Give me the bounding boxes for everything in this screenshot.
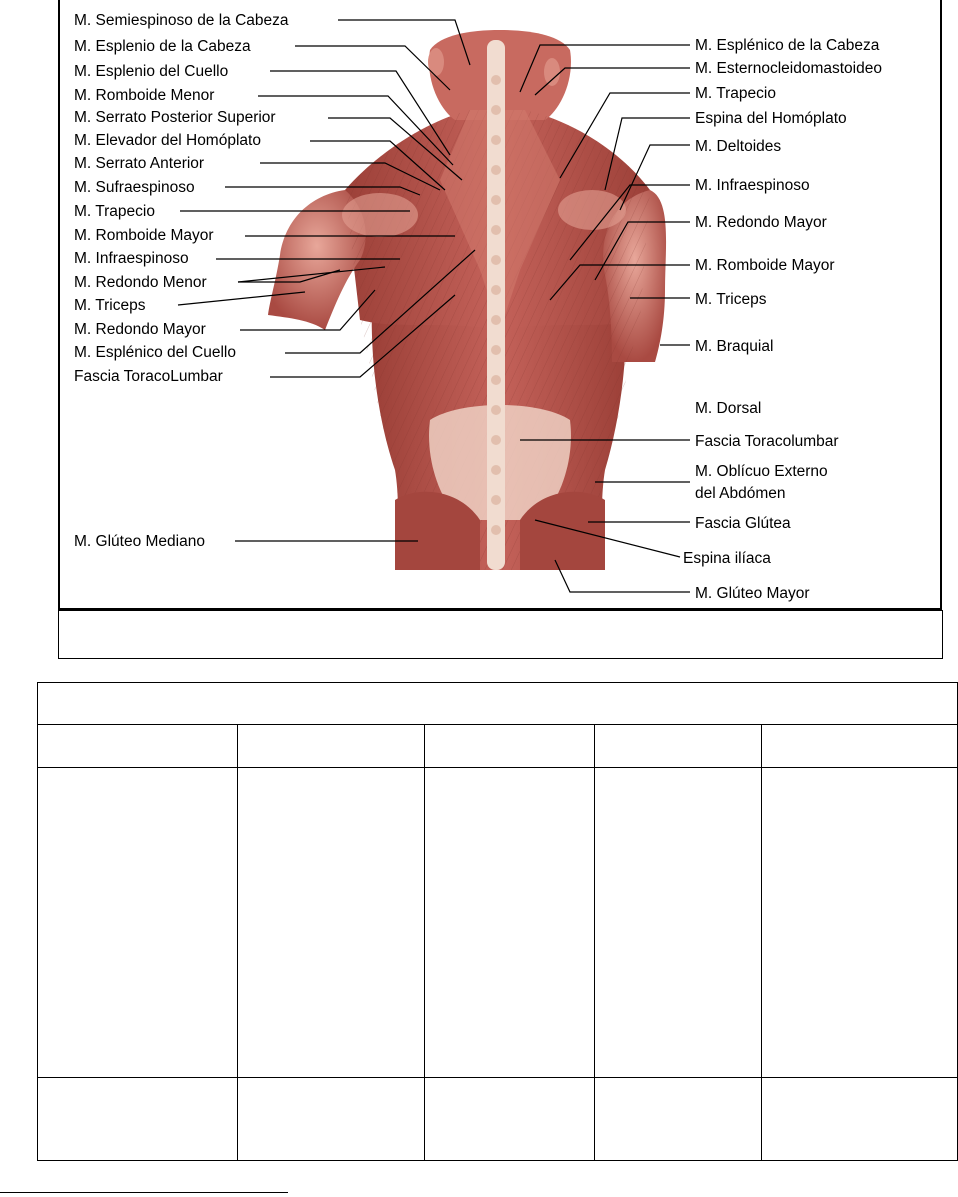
label-infraespinoso-left: M. Infraespinoso [74, 250, 189, 267]
label-deltoides: M. Deltoides [695, 138, 782, 155]
label-espina-iliaca: Espina ilíaca [683, 550, 771, 567]
label-esplenico-cabeza: M. Esplénico de la Cabeza [695, 37, 880, 54]
label-esplenio-cuello: M. Esplenio del Cuello [74, 63, 229, 80]
right-labels [683, 37, 882, 602]
label-braquial: M. Braquial [695, 338, 774, 355]
label-esplenio-cabeza: M. Esplenio de la Cabeza [74, 38, 251, 55]
label-redondo-mayor-right: M. Redondo Mayor [695, 214, 827, 231]
label-romboide-menor: M. Romboide Menor [74, 87, 215, 104]
label-dorsal: M. Dorsal [695, 400, 762, 417]
column-divider [594, 725, 595, 1160]
label-fascia-toracolumbar-left: Fascia ToracoLumbar [74, 368, 223, 385]
table-row [38, 1078, 957, 1160]
worksheet-table [37, 682, 958, 1161]
label-trapecio-left: M. Trapecio [74, 203, 155, 220]
label-serrato-anterior: M. Serrato Anterior [74, 155, 205, 172]
column-divider [761, 725, 762, 1160]
label-semiespinoso-cabeza: M. Semiespinoso de la Cabeza [74, 12, 289, 29]
label-fascia-glutea: Fascia Glútea [695, 515, 791, 532]
label-obliquo-externo: M. Oblícuo Externo [695, 463, 828, 480]
label-gluteo-mayor: M. Glúteo Mayor [695, 585, 810, 602]
label-sufraespinoso: M. Sufraespinoso [74, 179, 195, 196]
label-serrato-posterior-superior: M. Serrato Posterior Superior [74, 109, 276, 126]
table-header-row [38, 725, 957, 768]
label-redondo-mayor-left: M. Redondo Mayor [74, 321, 206, 338]
right-ear [544, 58, 560, 86]
label-triceps-right: M. Triceps [695, 291, 767, 308]
column-divider [424, 725, 425, 1160]
label-esplenico-cuello: M. Esplénico del Cuello [74, 344, 236, 361]
footnote-separator [0, 1192, 288, 1193]
label-trapecio-right: M. Trapecio [695, 85, 776, 102]
label-romboide-mayor-right: M. Romboide Mayor [695, 257, 835, 274]
label-espina-homoplato: Espina del Homóplato [695, 110, 847, 127]
figure-caption-box [58, 610, 943, 659]
left-scapula-highlight [342, 193, 418, 237]
label-esternocleidomastoideo: M. Esternocleidomastoideo [695, 60, 882, 77]
torso-illustration [268, 30, 666, 570]
label-del-abdomen: del Abdómen [695, 485, 786, 502]
left-ear [428, 48, 444, 76]
label-romboide-mayor-left: M. Romboide Mayor [74, 227, 214, 244]
table-row [38, 768, 957, 1078]
label-triceps-left: M. Triceps [74, 297, 146, 314]
spine [487, 40, 505, 570]
right-scapula-highlight [558, 190, 626, 230]
label-gluteo-mediano: M. Glúteo Mediano [74, 533, 205, 550]
label-redondo-menor: M. Redondo Menor [74, 274, 207, 291]
table-title-row [38, 683, 957, 725]
label-elevador-homoplato: M. Elevador del Homóplato [74, 132, 261, 149]
left-labels [74, 12, 289, 550]
label-fascia-toracolumbar-right: Fascia Toracolumbar [695, 433, 839, 450]
label-infraespinoso-right: M. Infraespinoso [695, 177, 810, 194]
column-divider [237, 725, 238, 1160]
